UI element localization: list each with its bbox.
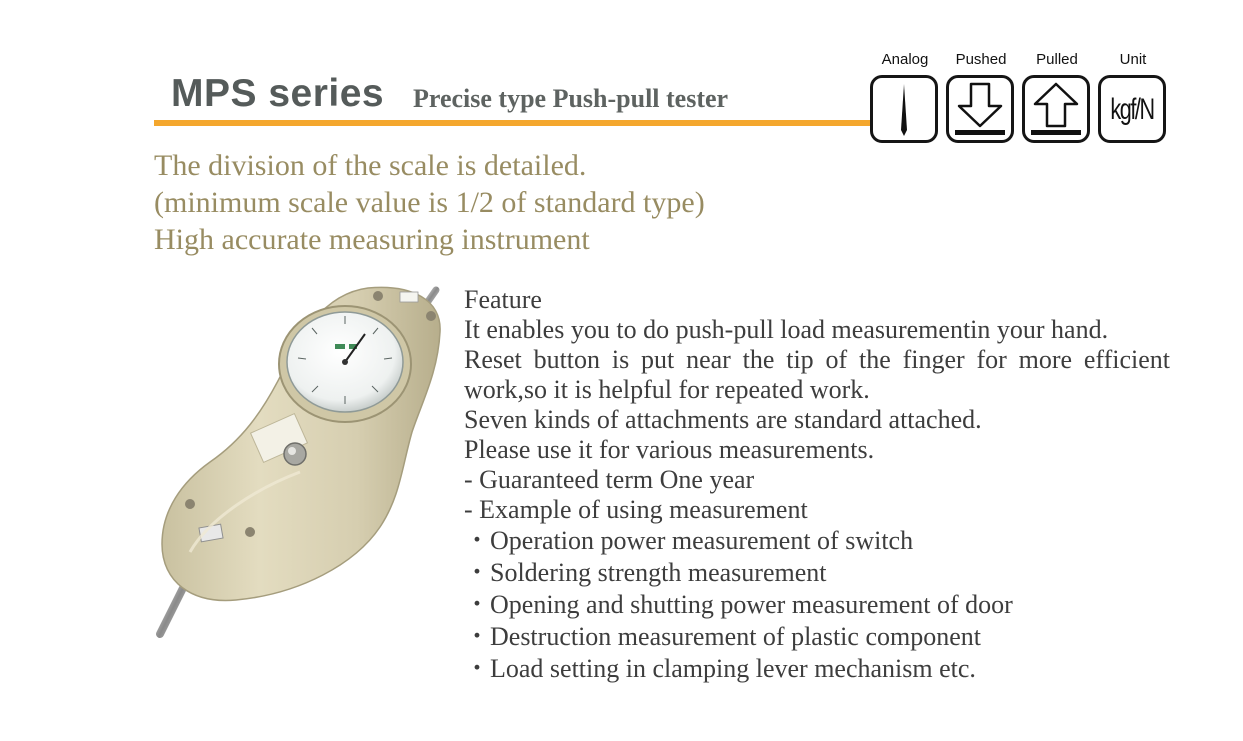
badge-label: Unit (1119, 51, 1147, 68)
series-title: MPS series (171, 72, 385, 115)
badge-label: Analog (881, 51, 929, 68)
feature-line: - Guaranteed term One year (464, 465, 755, 494)
badge-analog (868, 50, 942, 150)
intro-line: The division of the scale is detailed. (154, 149, 587, 182)
feature-badges (868, 50, 1178, 150)
intro-line: (minimum scale value is 1/2 of standard type) (154, 186, 705, 219)
example-item: ・Destruction measurement of plastic component (464, 622, 981, 651)
feature-section (464, 285, 1170, 685)
badge-unit (1096, 50, 1170, 150)
pull-arrow-up-icon (1022, 75, 1090, 143)
badge-label: Pulled (1036, 51, 1078, 68)
header-rule (154, 120, 874, 126)
feature-heading: Feature (464, 285, 542, 314)
badge-pulled (1020, 50, 1094, 150)
push-pull-tester-image (150, 282, 460, 652)
intro-line: High accurate measuring instrument (154, 223, 590, 256)
example-item: ・Opening and shutting power measurement of door (464, 590, 1013, 619)
feature-paragraph: It enables you to do push-pull load measurementin your hand. (464, 315, 1109, 344)
unit-kgf-n-icon (1098, 75, 1166, 143)
push-arrow-down-icon (946, 75, 1014, 143)
badge-label: Pushed (955, 51, 1007, 68)
unit-text: kgf/N (1110, 93, 1154, 126)
feature-line: Please use it for various measurements. (464, 435, 875, 464)
example-item: ・Load setting in clamping lever mechanism etc. (464, 654, 976, 683)
series-subtitle: Precise type Push-pull tester (413, 84, 729, 113)
example-item: ・Soldering strength measurement (464, 558, 827, 587)
intro-text (154, 147, 854, 258)
example-item: ・Operation power measurement of switch (464, 526, 914, 555)
feature-line: Seven kinds of attachments are standard attached. (464, 405, 982, 434)
badge-pushed (944, 50, 1018, 150)
analog-needle-icon (870, 75, 938, 143)
feature-line: - Example of using measurement (464, 495, 808, 524)
feature-paragraph: Reset button is put near the tip of the finger for more efficient work,so it is helpful for repeated work. (464, 345, 1170, 404)
page-header (154, 70, 874, 128)
